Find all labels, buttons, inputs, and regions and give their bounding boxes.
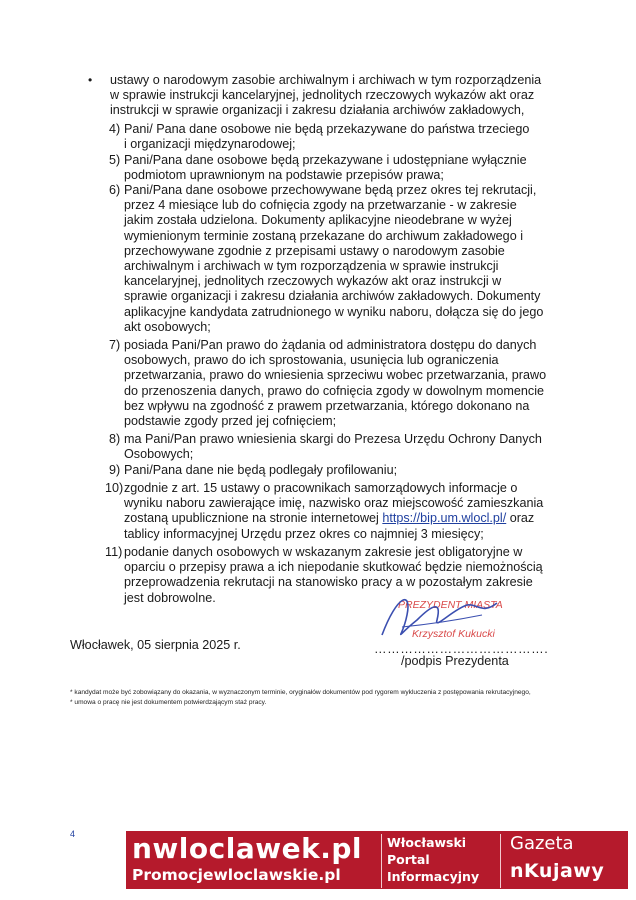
item-line: Pani/Pana dane osobowe przechowywane będą przez okres tej rekrutacji,: [124, 183, 537, 197]
banner-portal: [387, 834, 479, 885]
item-text: oraz: [506, 511, 535, 526]
item-line: ma Pani/Pan prawo wniesienia skargi do Prezesa Urzędu Ochrony Danych: [124, 432, 542, 446]
bip-link[interactable]: https://bip.um.wlocl.pl/: [382, 511, 507, 526]
footnote: * umowa o pracę nie jest dokumentem potwierdzającym staż pracy.: [70, 699, 267, 706]
item-line: podmiotom uprawnionym na podstawie przepisów prawa;: [124, 168, 444, 183]
item-line: bez wpływu na zgodność z prawem przetwarzania, którego dokonano na: [124, 398, 530, 413]
item-line: posiada Pani/Pan prawo do żądania od administratora dostępu do danych: [124, 338, 537, 352]
bullet-text: [110, 73, 541, 119]
list-item: [124, 122, 529, 152]
banner-divider: [381, 834, 382, 888]
item-line: wyniku naboru zawierające imię, nazwisko oraz miejscowość zamieszkania: [124, 496, 544, 511]
item-line: przeprowadzenia rekrutacji na stanowisko pracy a w pozostałym zakresie: [124, 575, 533, 590]
banner-portal-line: Informacyjny: [387, 869, 480, 884]
item-line: oparciu o przepisy prawa a ich niepodanie skutkować będzie niemożnością: [124, 560, 543, 575]
item-line: Osobowych;: [124, 447, 194, 462]
item-line: Pani/Pana dane osobowe będą przekazywane i udostępniane wyłącznie: [124, 153, 527, 167]
item-line: i organizacji międzynarodowej;: [124, 137, 296, 152]
banner-site-sub[interactable]: Promocjewloclawskie.pl: [132, 866, 341, 884]
item-number: 9): [109, 463, 121, 477]
item-line: [124, 511, 543, 526]
item-text: zostaną upublicznione na stronie internetowej: [124, 511, 383, 526]
item-line: wymienionym terminie zostaną przekazane do archiwum zakładowego i: [124, 228, 523, 243]
signature-label: /podpis Prezydenta: [401, 654, 509, 668]
item-number: 6): [109, 183, 121, 197]
stamp-title: PREZYDENT MIASTA: [398, 599, 503, 611]
item-line: archiwalnym i archiwach w tym rozporządzenia w sprawie instrukcji: [124, 259, 499, 274]
item-line: Pani/Pana dane nie będą podlegały profilowaniu;: [124, 463, 398, 477]
item-line: przez 4 miesiące lub do cofnięcia zgody na przetwarzanie - w zakresie: [124, 198, 517, 213]
item-number: 7): [109, 338, 121, 352]
item-number: 4): [109, 122, 121, 136]
item-line: podanie danych osobowych w wskazanym zakresie jest obligatoryjne w: [124, 545, 523, 559]
item-line: podstawie zgody przed jej cofnięciem;: [124, 414, 337, 429]
item-line: tablicy informacyjnej Urzędu przez okres co najmniej 3 miesięcy;: [124, 526, 484, 541]
item-line: do przenoszenia danych, prawo do cofnięcia zgody w dowolnym momencie: [124, 383, 545, 398]
item-line: aplikacyjne kandydata zatrudnionego w wyniku naboru, dołącza się do jego: [124, 304, 544, 319]
item-line: sprawie organizacji i zakresu działania archiwów zakładowych. Dokumenty: [124, 289, 541, 304]
list-item: [124, 338, 546, 429]
item-line: jest dobrowolne.: [124, 590, 216, 605]
item-line: zgodnie z art. 15 ustawy o pracownikach samorządowych informacje o: [124, 481, 518, 495]
signature-line: ………………………………….: [374, 642, 549, 656]
item-line: osobowych, prawo do ich sprostowania, usunięcia lub ograniczenia: [124, 353, 499, 368]
banner-gazeta[interactable]: Gazeta: [510, 833, 574, 854]
item-line: przetwarzania, prawo do wniesienia sprzeciwu wobec przetwarzania, prawo: [124, 368, 547, 383]
item-line: kancelaryjnej, jednolitych rzeczowych wykazów akt oraz instrukcji w: [124, 274, 502, 289]
bullet-dot-icon: •: [88, 73, 93, 87]
item-line: jakim została udzielona. Dokumenty aplikacyjne nieodebrane w wyżej: [124, 213, 512, 228]
footnote: * kandydat może być zobowiązany do okazania, w wyznaczonym terminie, oryginałów dokumentów pod rygorem wykluczenia z postępowania rekrutacyjnego,: [70, 689, 531, 696]
item-line: akt osobowych;: [124, 319, 211, 334]
banner-portal-line: Włocławski: [387, 835, 467, 850]
bullet-line: ustawy o narodowym zasobie archiwalnym i archiwach w tym rozporządzenia: [110, 73, 542, 87]
item-line: przechowywane zgodnie z przepisami ustawy o narodowym zasobie: [124, 243, 505, 258]
document-date: Włocławek, 05 sierpnia 2025 r.: [70, 638, 241, 652]
page-number: 4: [70, 829, 76, 839]
list-item: [124, 183, 543, 335]
banner-gazeta-name[interactable]: nKujawy: [510, 860, 605, 882]
list-item: [124, 463, 397, 478]
banner-site-name[interactable]: nwloclawek.pl: [132, 832, 362, 865]
bullet-line: instrukcji w sprawie organizacji i zakresu działania archiwów zakładowych,: [110, 103, 525, 118]
banner-portal-line: Portal: [387, 852, 430, 867]
list-item-10: [124, 481, 543, 542]
banner-divider: [500, 834, 501, 888]
item-number: 11): [105, 545, 123, 559]
list-item: [124, 153, 527, 183]
item-number: 8): [109, 432, 121, 446]
item-number: 5): [109, 153, 121, 167]
item-line: Pani/ Pana dane osobowe nie będą przekazywane do państwa trzeciego: [124, 122, 530, 136]
item-number: 10): [105, 481, 124, 495]
list-item: [124, 432, 542, 462]
bullet-line: w sprawie instrukcji kancelaryjnej, jednolitych rzeczowych wykazów akt oraz: [110, 88, 535, 103]
stamp-name: Krzysztof Kukucki: [412, 628, 495, 640]
